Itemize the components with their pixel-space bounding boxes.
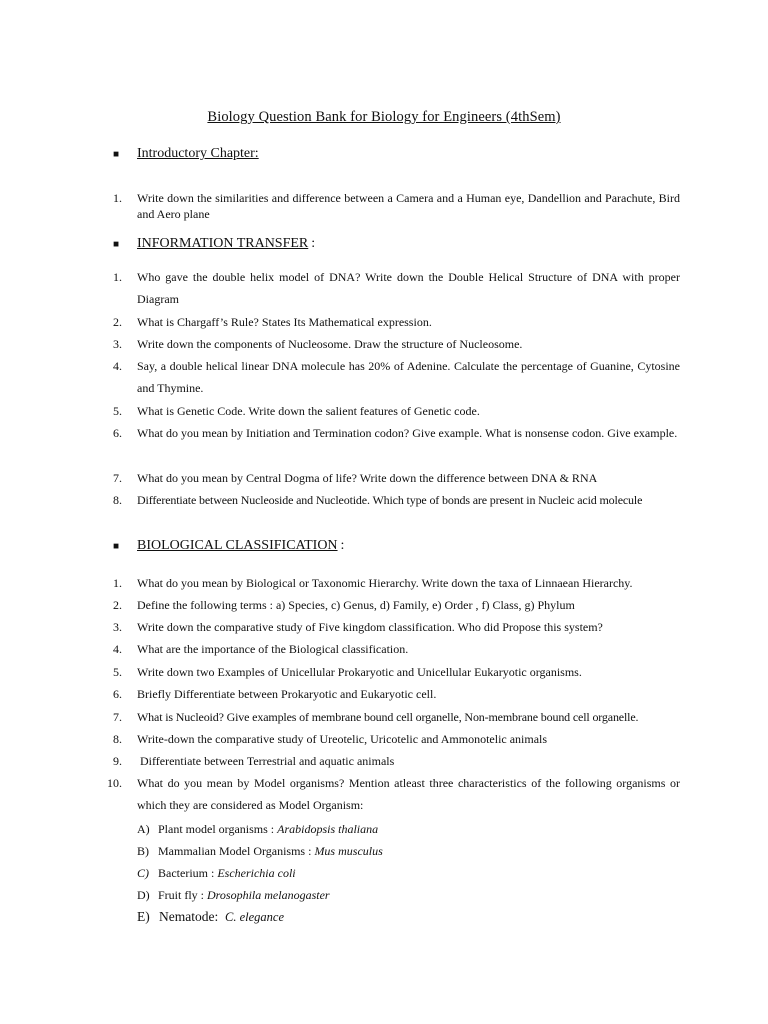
sub-item-label: A): [137, 822, 150, 836]
bullet-icon: ■: [113, 239, 120, 250]
item-number: 6.: [113, 687, 122, 701]
item-number: 6.: [113, 426, 122, 440]
sub-item-label: D): [137, 888, 150, 902]
list-item: [113, 728, 680, 750]
item-number: 8.: [113, 493, 122, 507]
item-number: 4.: [113, 359, 122, 373]
section-heading-introductory: [113, 146, 259, 162]
sub-item-text: Plant model organisms :: [158, 822, 278, 836]
sub-list-item: [137, 840, 383, 862]
item-number: 3.: [113, 620, 122, 634]
item-text: Write down the similarities and difference between a Camera and a Human eye, Dandellion and Parachute, Bird and Aero plane: [137, 191, 680, 221]
sub-item-species: Mus musculus: [314, 844, 383, 858]
item-text: What do you mean by Model organisms? Mention atleast three characteristics of the following organisms or which they are considered as Model Organism:: [137, 776, 680, 812]
item-number: 5.: [113, 404, 122, 418]
item-number: 2.: [113, 598, 122, 612]
list-item: [113, 422, 680, 444]
bullet-icon: ■: [113, 541, 120, 552]
sub-item-label: C): [137, 866, 149, 880]
sub-list-item: [137, 818, 378, 840]
item-number: 10.: [107, 776, 122, 790]
list-item: [113, 311, 680, 333]
sub-item-label: E): [137, 909, 150, 924]
section-heading-information-transfer: [113, 236, 315, 252]
section-heading-biological-classification: [113, 538, 344, 554]
section-heading-text: INFORMATION TRANSFER: [137, 236, 309, 251]
sub-item-text: Fruit fly :: [158, 888, 208, 902]
item-text: Write-down the comparative study of Ureotelic, Uricotelic and Ammonotelic animals: [137, 732, 548, 746]
list-item: [113, 355, 680, 399]
sub-item-text: Nematode:: [159, 909, 225, 924]
item-text: Differentiate between Terrestrial and aquatic animals: [137, 754, 395, 768]
list-item: [113, 489, 680, 511]
item-text: Say, a double helical linear DNA molecule has 20% of Adenine. Calculate the percentage of Guanine, Cytosine and Thymine.: [137, 359, 680, 395]
list-item: [113, 594, 680, 616]
item-text: What is Genetic Code. Write down the salient features of Genetic code.: [137, 404, 480, 418]
list-item: [113, 333, 680, 355]
item-text: What do you mean by Central Dogma of life? Write down the difference between DNA & RNA: [137, 471, 598, 485]
sub-item-text: Bacterium :: [158, 866, 218, 880]
item-text: Define the following terms : a) Species, c) Genus, d) Family, e) Order , f) Class, g) Phylum: [137, 598, 575, 612]
item-number: 1.: [113, 270, 122, 284]
list-item: [113, 400, 680, 422]
item-text: What do you mean by Initiation and Termination codon? Give example. What is nonsense codon. Give example.: [137, 426, 678, 440]
item-number: 8.: [113, 732, 122, 746]
list-item: [113, 266, 680, 310]
sub-list-item: [137, 884, 330, 906]
item-number: 3.: [113, 337, 122, 351]
item-number: 7.: [113, 471, 122, 485]
sub-item-species: C. elegance: [224, 910, 284, 924]
sub-item-species: Escherichia coli: [217, 866, 296, 880]
item-text: Who gave the double helix model of DNA? Write down the Double Helical Structure of DNA with proper Diagram: [137, 270, 680, 306]
section-heading-text: BIOLOGICAL CLASSIFICATION: [137, 538, 338, 553]
list-item: [113, 190, 680, 222]
list-item: [113, 616, 680, 638]
item-number: 7.: [113, 710, 122, 724]
item-number: 1.: [113, 576, 122, 590]
document-title: Biology Question Bank for Biology for Engineers (4thSem): [207, 109, 561, 125]
sub-item-species: Drosophila melanogaster: [207, 888, 330, 902]
item-number: 1.: [113, 191, 122, 205]
sub-item-text: Mammalian Model Organisms :: [158, 844, 315, 858]
item-number: 9.: [113, 754, 122, 768]
sub-list-item: [137, 862, 296, 884]
item-number: 5.: [113, 665, 122, 679]
item-text: What is Nucleoid? Give examples of membrane bound cell organelle, Non-membrane bound cell organelle.: [137, 710, 639, 724]
section-heading-colon: :: [311, 236, 316, 251]
item-text: Briefly Differentiate between Prokaryotic and Eukaryotic cell.: [137, 687, 437, 701]
item-number: 2.: [113, 315, 122, 329]
list-item: [113, 683, 680, 705]
item-text: What is Chargaff’s Rule? States Its Mathematical expression.: [137, 315, 432, 329]
item-text: Write down the comparative study of Five kingdom classification. Who did Propose this system?: [137, 620, 603, 634]
list-item: [107, 772, 680, 816]
bullet-icon: ■: [113, 149, 120, 160]
item-text: Differentiate between Nucleoside and Nucleotide. Which type of bonds are present in Nucleic acid molecule: [137, 493, 643, 507]
list-item: [113, 638, 680, 660]
list-item: [113, 750, 680, 772]
list-item: [113, 572, 680, 594]
section-heading-colon: :: [340, 538, 345, 553]
section-heading-text: Introductory Chapter:: [137, 146, 259, 161]
list-item: [113, 661, 680, 683]
item-text: What do you mean by Biological or Taxonomic Hierarchy. Write down the taxa of Linnaean Hierarchy.: [137, 576, 633, 590]
item-number: 4.: [113, 642, 122, 656]
item-text: What are the importance of the Biological classification.: [137, 642, 409, 656]
sub-item-label: B): [137, 844, 149, 858]
item-text: Write down two Examples of Unicellular Prokaryotic and Unicellular Eukaryotic organisms.: [137, 665, 582, 679]
sub-list-item: [137, 906, 284, 928]
list-item: [113, 467, 680, 489]
sub-item-species: Arabidopsis thaliana: [277, 822, 379, 836]
item-text: Write down the components of Nucleosome. Draw the structure of Nucleosome.: [137, 337, 523, 351]
list-item: [113, 706, 680, 728]
